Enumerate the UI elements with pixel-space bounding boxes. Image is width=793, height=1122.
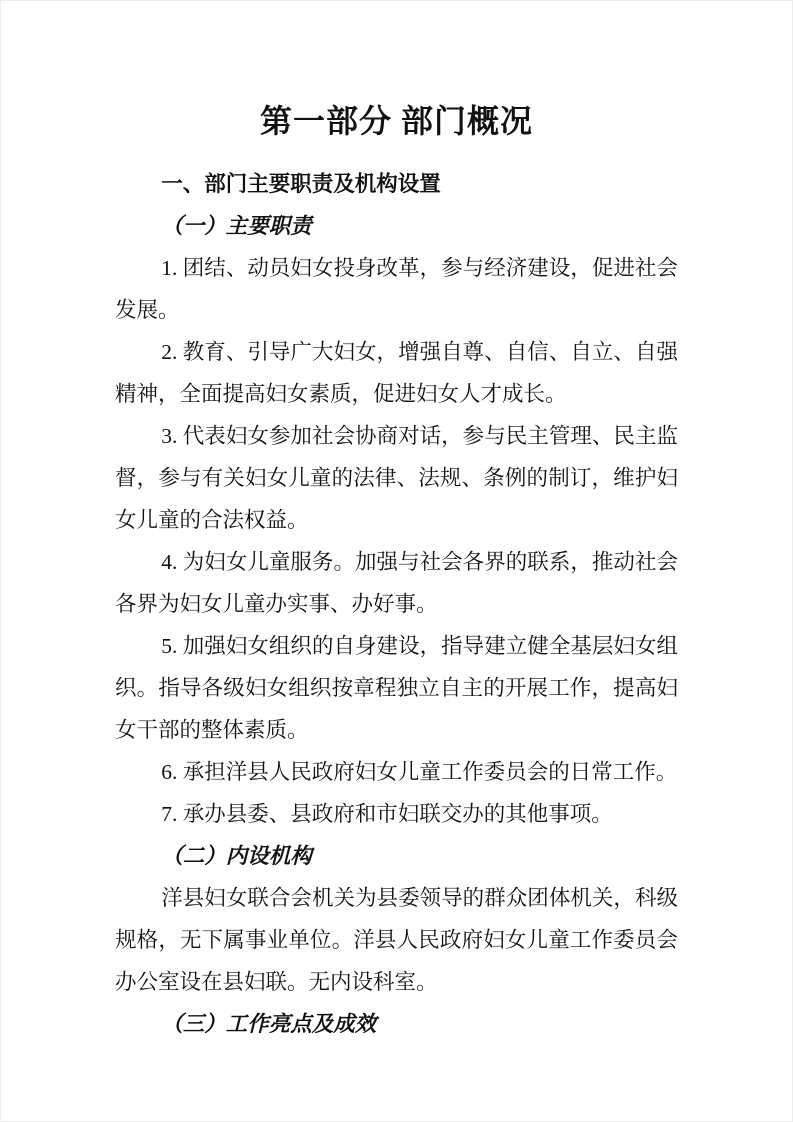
duty-paragraph-4: 4. 为妇女儿童服务。加强与社会各界的联系，推动社会各界为妇女儿童办实事、办好事。	[115, 550, 678, 616]
subsection-heading-work-highlights: （三）工作亮点及成效	[161, 1012, 377, 1036]
section-heading-main-duties-and-structure: 一、部门主要职责及机构设置	[161, 172, 441, 196]
duty-paragraph-1: 1. 团结、动员妇女投身改革，参与经济建设，促进社会发展。	[115, 256, 678, 322]
duty-paragraph-3: 3. 代表妇女参加社会协商对话，参与民主管理、民主监督，参与有关妇女儿童的法律、法规、条例的制订，维护妇女儿童的合法权益。	[115, 424, 678, 532]
duty-paragraph-7: 7. 承办县委、县政府和市妇联交办的其他事项。	[161, 802, 613, 826]
duty-paragraph-6: 6. 承担洋县人民政府妇女儿童工作委员会的日常工作。	[161, 760, 678, 784]
subsection-heading-main-duties: （一）主要职责	[161, 214, 312, 238]
duty-paragraph-2: 2. 教育、引导广大妇女，增强自尊、自信、自立、自强精神，全面提高妇女素质，促进妇女人才成长。	[115, 340, 678, 406]
internal-structure-paragraph: 洋县妇女联合会机关为县委领导的群众团体机关，科级规格，无下属事业单位。洋县人民政府妇女儿童工作委员会办公室设在县妇联。无内设科室。	[115, 886, 678, 994]
document-title: 第一部分 部门概况	[259, 103, 533, 139]
subsection-heading-internal-structure: （二）内设机构	[161, 844, 312, 868]
duty-paragraph-5: 5. 加强妇女组织的自身建设，指导建立健全基层妇女组织。指导各级妇女组织按章程独立自主的开展工作，提高妇女干部的整体素质。	[115, 634, 678, 742]
